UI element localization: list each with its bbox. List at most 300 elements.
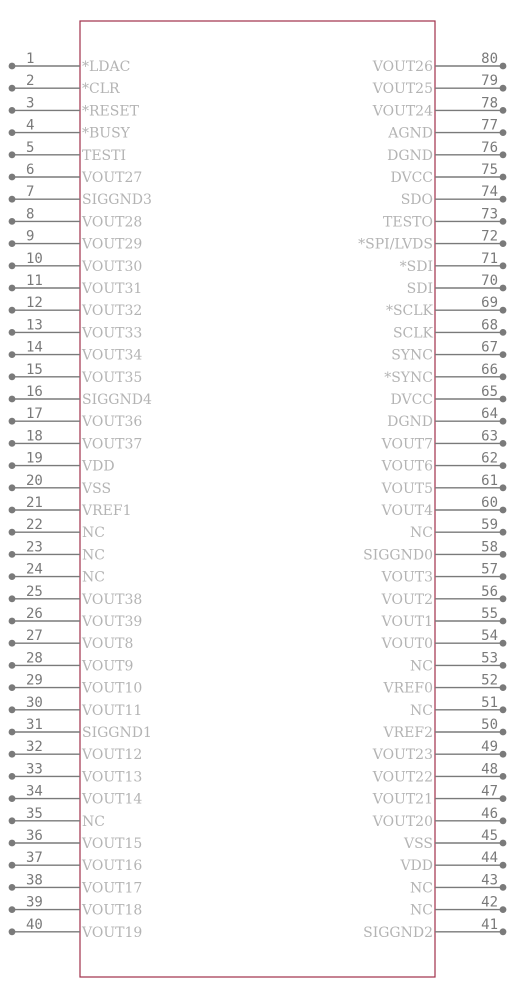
pin-name: VOUT37 <box>82 436 143 453</box>
pin-number: 80 <box>481 51 498 67</box>
pin-number: 24 <box>26 561 43 578</box>
pin-number: 38 <box>26 872 43 889</box>
pin-terminal-dot <box>500 329 507 336</box>
pin-name: *CLR <box>82 81 120 98</box>
pin-terminal-dot <box>9 729 16 736</box>
pin-10 <box>9 251 143 275</box>
pin-number: 26 <box>26 606 43 622</box>
pin-terminal-dot <box>500 63 507 70</box>
pin-79 <box>372 73 507 97</box>
pin-terminal-dot <box>9 307 16 314</box>
component-body <box>80 21 435 977</box>
pin-terminal-dot <box>9 440 16 447</box>
pin-51 <box>410 695 506 719</box>
pin-37 <box>9 850 143 874</box>
pin-terminal-dot <box>9 884 16 891</box>
pin-name: SIGGND4 <box>82 392 152 408</box>
pin-terminal-dot <box>500 507 507 514</box>
pin-50 <box>383 717 507 741</box>
pin-52 <box>383 673 507 697</box>
pin-name: VOUT32 <box>82 303 143 320</box>
pin-terminal-dot <box>9 773 16 780</box>
pin-terminal-dot <box>500 262 507 269</box>
pin-number: 53 <box>481 650 498 667</box>
pin-3 <box>9 95 140 119</box>
pin-name: VREF1 <box>82 503 132 519</box>
pin-number: 21 <box>26 495 43 511</box>
pin-number: 73 <box>481 206 498 223</box>
pin-number: 54 <box>481 628 498 645</box>
pin-49 <box>372 739 507 763</box>
pin-terminal-dot <box>500 285 507 292</box>
pin-name: DGND <box>387 414 433 431</box>
pin-terminal-dot <box>9 817 16 824</box>
pin-name: DGND <box>387 147 433 164</box>
pin-34 <box>9 784 143 808</box>
pin-terminal-dot <box>500 484 507 491</box>
pin-name: VOUT36 <box>82 414 143 431</box>
pin-number: 17 <box>26 406 43 423</box>
pin-name: VOUT6 <box>381 458 433 475</box>
pin-terminal-dot <box>500 706 507 713</box>
pin-name: VOUT4 <box>381 503 433 519</box>
pin-number: 7 <box>26 184 35 201</box>
pin-terminal-dot <box>9 418 16 425</box>
pin-terminal-dot <box>500 529 507 536</box>
pin-73 <box>383 206 506 230</box>
pin-number: 8 <box>26 206 35 223</box>
pin-terminal-dot <box>500 129 507 136</box>
pin-terminal-dot <box>9 151 16 158</box>
pin-number: 79 <box>481 73 498 90</box>
pin-name: VOUT33 <box>82 325 143 342</box>
pin-terminal-dot <box>9 507 16 514</box>
pin-name: VOUT22 <box>372 769 433 786</box>
pin-terminal-dot <box>9 795 16 802</box>
pin-name: *SPI/LVDS <box>358 236 433 253</box>
pin-name: TESTI <box>82 147 127 164</box>
pin-name: NC <box>82 813 105 830</box>
pin-terminal-dot <box>9 640 16 647</box>
pin-44 <box>399 850 506 874</box>
pin-number: 55 <box>481 606 498 622</box>
pin-17 <box>9 406 143 430</box>
pin-number: 44 <box>481 850 498 867</box>
pin-number: 37 <box>26 850 43 867</box>
pin-terminal-dot <box>500 751 507 758</box>
pin-terminal-dot <box>9 351 16 358</box>
pin-number: 31 <box>26 717 43 733</box>
pin-name: DVCC <box>390 170 433 186</box>
pin-terminal-dot <box>500 462 507 469</box>
pin-terminal-dot <box>500 218 507 225</box>
pin-name: NC <box>410 902 433 919</box>
pin-number: 60 <box>481 495 498 511</box>
pin-2 <box>9 73 120 97</box>
pin-terminal-dot <box>500 684 507 691</box>
pin-77 <box>387 118 506 142</box>
pin-36 <box>9 828 143 852</box>
pin-terminal-dot <box>500 373 507 380</box>
pin-number: 2 <box>26 73 35 90</box>
pin-terminal-dot <box>500 640 507 647</box>
pin-number: 6 <box>26 162 35 178</box>
pin-name: VOUT7 <box>381 436 433 453</box>
pin-number: 74 <box>481 184 498 201</box>
pin-name: VREF2 <box>383 725 433 741</box>
pin-name: AGND <box>388 125 433 142</box>
pin-name: VOUT3 <box>381 569 433 586</box>
pin-35 <box>9 806 105 830</box>
pin-number: 46 <box>481 805 498 822</box>
pin-terminal-dot <box>9 329 16 336</box>
pin-terminal-dot <box>9 373 16 380</box>
pin-number: 51 <box>481 694 498 711</box>
pin-9 <box>9 229 143 253</box>
pin-number: 68 <box>481 317 498 334</box>
pin-number: 76 <box>481 139 498 156</box>
pin-name: NC <box>410 658 433 675</box>
pin-terminal-dot <box>9 684 16 691</box>
pin-terminal-dot <box>500 884 507 891</box>
pin-terminal-dot <box>9 529 16 536</box>
pin-number: 19 <box>26 450 43 467</box>
pin-name: SIGGND3 <box>82 192 152 209</box>
pin-24 <box>9 562 105 586</box>
pin-67 <box>391 340 506 364</box>
pin-name: SIGGND0 <box>363 547 433 564</box>
pin-name: NC <box>82 569 105 586</box>
pin-name: VOUT26 <box>372 59 433 75</box>
pin-number: 35 <box>26 805 43 822</box>
pin-21 <box>9 495 132 519</box>
pin-56 <box>381 584 507 608</box>
pin-name: VOUT39 <box>82 614 143 630</box>
pin-name: VOUT21 <box>372 791 433 808</box>
pin-80 <box>372 51 507 75</box>
pin-number: 41 <box>481 916 498 933</box>
pin-number: 62 <box>481 450 498 467</box>
pin-name: VOUT34 <box>82 347 143 364</box>
pin-name: VDD <box>82 458 115 475</box>
pin-8 <box>9 206 143 230</box>
pin-15 <box>9 362 143 386</box>
pin-name: DVCC <box>390 392 433 408</box>
pin-number: 36 <box>26 828 43 844</box>
pin-name: VOUT35 <box>82 369 143 386</box>
pin-terminal-dot <box>500 551 507 558</box>
pin-42 <box>410 895 506 919</box>
right-pin-column <box>358 51 506 941</box>
pin-name: *SCLK <box>385 303 433 320</box>
pin-name: *RESET <box>82 103 139 120</box>
pin-name: SDO <box>400 192 433 209</box>
pin-30 <box>9 695 143 719</box>
pin-name: VOUT1 <box>381 614 433 630</box>
pin-terminal-dot <box>500 240 507 247</box>
pin-name: VOUT27 <box>82 170 143 186</box>
pin-number: 5 <box>26 139 35 156</box>
pin-terminal-dot <box>9 551 16 558</box>
pin-38 <box>9 872 143 896</box>
pin-29 <box>9 673 143 697</box>
pin-65 <box>390 384 506 408</box>
pin-76 <box>387 140 506 164</box>
pin-terminal-dot <box>500 151 507 158</box>
pin-39 <box>9 895 143 919</box>
pin-13 <box>9 317 143 341</box>
pin-number: 48 <box>481 761 498 778</box>
pin-number: 9 <box>26 228 35 245</box>
pin-name: NC <box>82 525 105 542</box>
pin-name: SIGGND2 <box>363 924 433 941</box>
pin-name: VOUT14 <box>82 791 143 808</box>
pin-number: 4 <box>26 117 35 134</box>
pin-name: *SYNC <box>384 369 433 386</box>
pin-number: 65 <box>481 384 498 400</box>
pin-terminal-dot <box>9 63 16 70</box>
pin-number: 70 <box>481 273 498 289</box>
pin-terminal-dot <box>500 573 507 580</box>
pin-61 <box>381 473 507 497</box>
pin-1 <box>9 51 131 75</box>
pin-terminal-dot <box>9 107 16 114</box>
pin-5 <box>9 140 126 164</box>
pin-terminal-dot <box>500 418 507 425</box>
pin-47 <box>372 784 507 808</box>
pin-number: 18 <box>26 428 43 445</box>
pin-terminal-dot <box>9 751 16 758</box>
pin-name: SYNC <box>391 347 433 364</box>
pin-number: 49 <box>481 739 498 756</box>
pin-name: SCLK <box>392 325 433 342</box>
pin-71 <box>400 251 507 275</box>
pin-name: NC <box>410 525 433 542</box>
pin-terminal-dot <box>9 573 16 580</box>
pin-terminal-dot <box>9 862 16 869</box>
pin-55 <box>381 606 507 630</box>
pin-number: 11 <box>26 273 43 289</box>
pin-22 <box>9 517 105 541</box>
pin-number: 59 <box>481 517 498 534</box>
pin-terminal-dot <box>9 484 16 491</box>
pin-number: 47 <box>481 783 498 800</box>
pin-28 <box>9 650 134 674</box>
pin-name: VOUT25 <box>372 81 433 98</box>
pin-19 <box>9 451 115 475</box>
pin-terminal-dot <box>500 906 507 913</box>
pin-64 <box>387 406 506 430</box>
pin-terminal-dot <box>9 595 16 602</box>
pin-62 <box>381 451 507 475</box>
pin-name: VOUT0 <box>381 636 433 653</box>
pin-number: 34 <box>26 783 43 800</box>
pin-number: 32 <box>26 739 43 756</box>
pin-terminal-dot <box>500 840 507 847</box>
pin-4 <box>9 118 131 142</box>
pin-number: 45 <box>481 828 498 844</box>
pin-number: 43 <box>481 872 498 889</box>
pin-20 <box>9 473 111 497</box>
pin-46 <box>372 806 507 830</box>
pin-number: 50 <box>481 717 498 733</box>
pin-12 <box>9 295 143 319</box>
pin-name: VOUT18 <box>82 902 143 919</box>
pin-name: VOUT15 <box>82 836 143 852</box>
pin-number: 69 <box>481 295 498 312</box>
pin-terminal-dot <box>9 262 16 269</box>
pin-terminal-dot <box>500 85 507 92</box>
pin-number: 20 <box>26 472 43 489</box>
pin-number: 61 <box>481 472 498 489</box>
pin-name: VOUT30 <box>82 258 143 275</box>
pin-75 <box>390 162 506 186</box>
pin-number: 14 <box>26 339 43 356</box>
pin-number: 25 <box>26 583 43 600</box>
pin-number: 22 <box>26 517 43 534</box>
pin-number: 13 <box>26 317 43 334</box>
pin-name: VOUT13 <box>82 769 143 786</box>
pin-33 <box>9 761 143 785</box>
pin-terminal-dot <box>500 174 507 181</box>
pin-terminal-dot <box>9 396 16 403</box>
pin-name: SIGGND1 <box>82 725 152 741</box>
pin-name: VOUT5 <box>381 480 433 497</box>
pin-terminal-dot <box>500 595 507 602</box>
pin-40 <box>9 917 143 941</box>
pin-terminal-dot <box>9 218 16 225</box>
pin-68 <box>393 317 506 341</box>
pin-terminal-dot <box>9 174 16 181</box>
pin-74 <box>401 184 507 208</box>
pin-72 <box>358 229 506 253</box>
pin-number: 52 <box>481 672 498 689</box>
pin-name: VOUT19 <box>82 924 143 941</box>
pin-number: 12 <box>26 295 43 312</box>
pin-terminal-dot <box>500 351 507 358</box>
pin-terminal-dot <box>9 196 16 203</box>
pin-name: TESTO <box>383 214 433 231</box>
pin-number: 64 <box>481 406 498 423</box>
pin-terminal-dot <box>9 618 16 625</box>
pin-number: 63 <box>481 428 498 445</box>
pin-number: 16 <box>26 384 43 400</box>
pin-number: 78 <box>481 95 498 112</box>
pin-number: 29 <box>26 672 43 689</box>
pin-name: VOUT9 <box>82 658 134 675</box>
pin-terminal-dot <box>9 85 16 92</box>
pin-name: *BUSY <box>82 125 130 142</box>
pin-66 <box>384 362 506 386</box>
pin-11 <box>9 273 143 297</box>
pin-name: VREF0 <box>383 680 433 697</box>
pin-number: 67 <box>481 339 498 356</box>
pin-terminal-dot <box>9 928 16 935</box>
pin-name: VOUT24 <box>372 103 433 120</box>
pin-name: *SDI <box>399 258 433 275</box>
pin-name: VOUT17 <box>82 880 143 897</box>
pin-terminal-dot <box>9 840 16 847</box>
pin-70 <box>407 273 507 297</box>
pin-69 <box>386 295 506 319</box>
pin-name: VSS <box>82 480 112 497</box>
pin-27 <box>9 628 134 652</box>
pin-terminal-dot <box>9 240 16 247</box>
pin-terminal-dot <box>500 817 507 824</box>
pin-78 <box>372 95 507 119</box>
pin-59 <box>410 517 506 541</box>
pin-terminal-dot <box>500 440 507 447</box>
pin-number: 58 <box>481 539 498 556</box>
pin-57 <box>381 562 507 586</box>
pin-45 <box>403 828 506 852</box>
pin-terminal-dot <box>9 285 16 292</box>
pin-number: 72 <box>481 228 498 245</box>
pin-number: 56 <box>481 583 498 600</box>
pin-terminal-dot <box>500 396 507 403</box>
pin-number: 3 <box>26 95 35 112</box>
pin-terminal-dot <box>500 618 507 625</box>
pin-terminal-dot <box>500 928 507 935</box>
pin-number: 57 <box>481 561 498 578</box>
pin-name: VOUT23 <box>372 747 433 764</box>
pin-43 <box>410 872 506 896</box>
pin-name: VOUT20 <box>372 813 433 830</box>
pin-name: VOUT38 <box>82 591 143 608</box>
pin-number: 42 <box>481 894 498 911</box>
pin-number: 33 <box>26 761 43 778</box>
pin-32 <box>9 739 143 763</box>
pin-number: 10 <box>26 250 43 267</box>
pin-25 <box>9 584 143 608</box>
pin-14 <box>9 340 143 364</box>
pin-name: NC <box>410 702 433 719</box>
pin-terminal-dot <box>9 462 16 469</box>
pin-23 <box>9 539 105 563</box>
pin-terminal-dot <box>500 196 507 203</box>
pin-48 <box>372 761 507 785</box>
pin-terminal-dot <box>500 862 507 869</box>
pin-terminal-dot <box>9 662 16 669</box>
pin-terminal-dot <box>500 662 507 669</box>
pin-number: 28 <box>26 650 43 667</box>
pin-name: VOUT11 <box>82 702 143 719</box>
pin-number: 71 <box>481 250 498 267</box>
pin-name: VSS <box>403 836 433 852</box>
pin-name: VDD <box>400 858 433 875</box>
pin-terminal-dot <box>500 729 507 736</box>
pin-name: VOUT8 <box>82 636 134 653</box>
pin-18 <box>9 428 143 452</box>
pin-60 <box>381 495 507 519</box>
pin-terminal-dot <box>500 107 507 114</box>
pin-name: *LDAC <box>82 59 131 75</box>
pin-name: SDI <box>406 281 433 297</box>
pin-name: NC <box>82 547 105 564</box>
pin-54 <box>381 628 507 652</box>
pin-number: 75 <box>481 162 498 178</box>
pin-number: 1 <box>26 51 35 67</box>
pin-terminal-dot <box>9 129 16 136</box>
pin-name: VOUT2 <box>381 591 433 608</box>
pin-terminal-dot <box>9 706 16 713</box>
pin-6 <box>9 162 143 186</box>
pin-terminal-dot <box>500 795 507 802</box>
pin-name: NC <box>410 880 433 897</box>
pin-53 <box>410 650 506 674</box>
pin-number: 30 <box>26 694 43 711</box>
pin-terminal-dot <box>500 307 507 314</box>
